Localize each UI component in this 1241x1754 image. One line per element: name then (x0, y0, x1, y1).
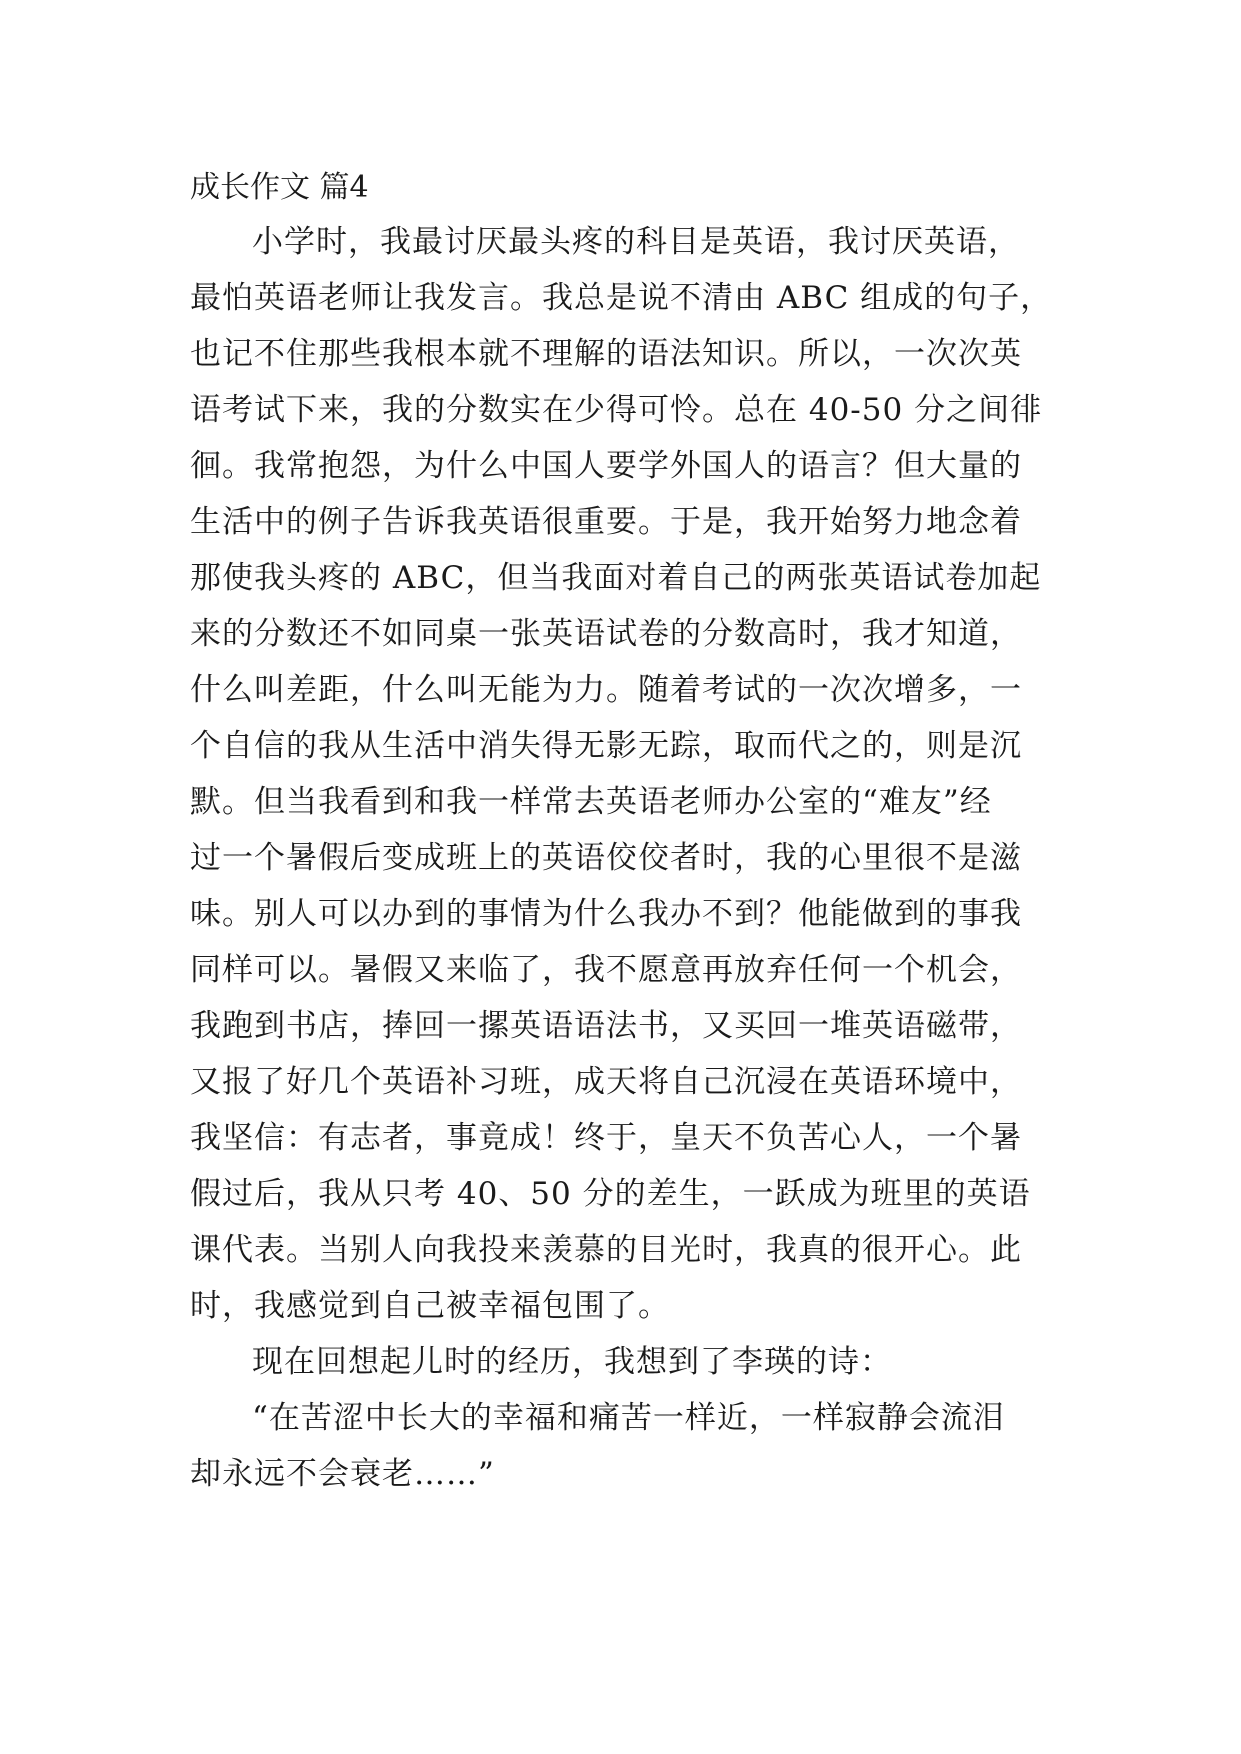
paragraph-1-line-9: 什么叫差距，什么叫无能为力。随着考试的一次次增多，一 (190, 672, 1022, 708)
paragraph-3-line-1: “在苦涩中长大的幸福和痛苦一样近，一样寂静会流泪 (252, 1400, 1005, 1436)
paragraph-1-line-1: 小学时，我最讨厌最头疼的科目是英语，我讨厌英语， (252, 224, 1020, 260)
paragraph-1-line-19: 课代表。当别人向我投来羡慕的目光时，我真的很开心。此 (190, 1232, 1022, 1268)
paragraph-1-line-17: 我坚信：有志者，事竟成！终于，皇天不负苦心人，一个暑 (190, 1120, 1022, 1156)
paragraph-1-line-2: 最怕英语老师让我发言。我总是说不清由 ABC 组成的句子， (190, 280, 1053, 316)
paragraph-1-line-18: 假过后，我从只考 40、50 分的差生，一跃成为班里的英语 (190, 1176, 1031, 1212)
paragraph-1-line-15: 我跑到书店，捧回一摞英语语法书，又买回一堆英语磁带， (190, 1008, 1022, 1044)
paragraph-1-line-13: 味。别人可以办到的事情为什么我办不到？他能做到的事我 (190, 896, 1022, 932)
paragraph-1-line-12: 过一个暑假后变成班上的英语佼佼者时，我的心里很不是滋 (190, 840, 1022, 876)
paragraph-3-line-2: 却永远不会衰老……” (190, 1456, 495, 1492)
paragraph-2-line-1: 现在回想起儿时的经历，我想到了李瑛的诗： (252, 1344, 892, 1380)
paragraph-1-line-4: 语考试下来，我的分数实在少得可怜。总在 40-50 分之间徘 (190, 392, 1043, 428)
paragraph-1-line-14: 同样可以。暑假又来临了，我不愿意再放弃任何一个机会， (190, 952, 1022, 988)
paragraph-1-line-5: 徊。我常抱怨，为什么中国人要学外国人的语言？但大量的 (190, 448, 1022, 484)
paragraph-1-line-3: 也记不住那些我根本就不理解的语法知识。所以，一次次英 (190, 336, 1022, 372)
paragraph-1-line-16: 又报了好几个英语补习班，成天将自己沉浸在英语环境中， (190, 1064, 1022, 1100)
paragraph-1-line-11: 默。但当我看到和我一样常去英语老师办公室的“难友”经 (190, 784, 992, 820)
paragraph-1-line-6: 生活中的例子告诉我英语很重要。于是，我开始努力地念着 (190, 504, 1022, 540)
paragraph-1-line-8: 来的分数还不如同桌一张英语试卷的分数高时，我才知道， (190, 616, 1022, 652)
paragraph-1-line-7: 那使我头疼的 ABC，但当我面对着自己的两张英语试卷加起 (190, 560, 1042, 596)
document-title: 成长作文 篇4 (190, 170, 369, 205)
paragraph-1-line-20: 时，我感觉到自己被幸福包围了。 (190, 1288, 670, 1324)
paragraph-1-line-10: 个自信的我从生活中消失得无影无踪，取而代之的，则是沉 (190, 728, 1022, 764)
